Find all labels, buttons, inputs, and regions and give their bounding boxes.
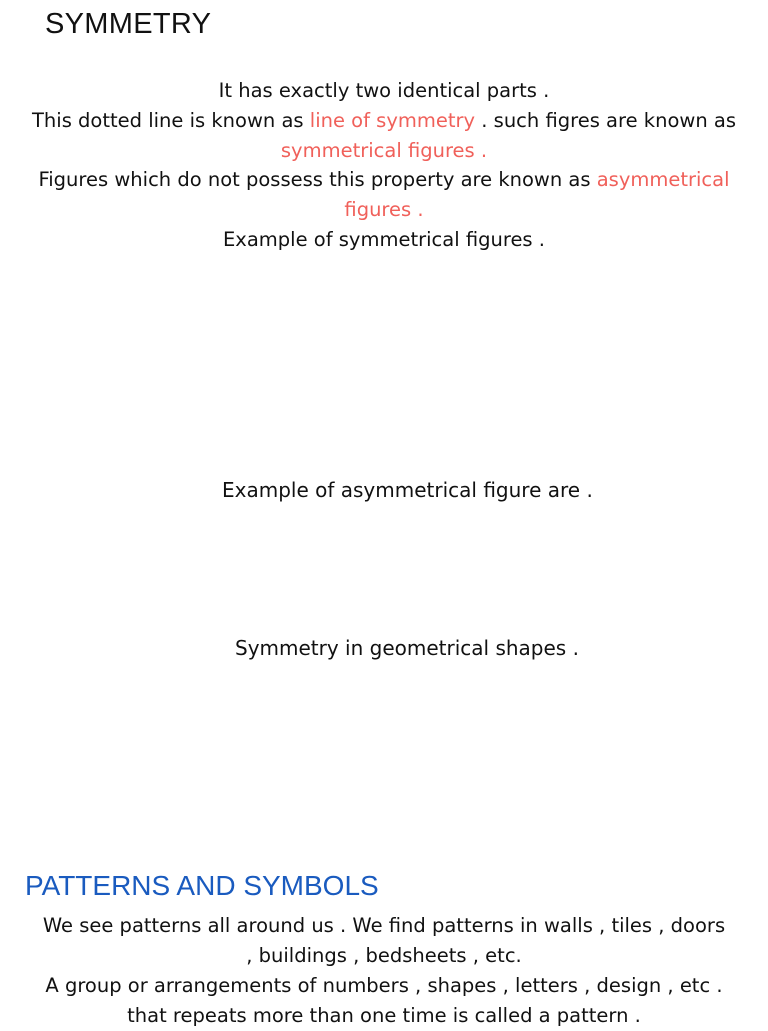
geometrical-shapes-label: Symmetry in geometrical shapes . [235,636,579,660]
patterns-line-definition: that repeats more than one time is called a pattern . [127,1004,641,1027]
intro-line-identical-parts: It has exactly two identical parts . [218,79,550,102]
term-asymmetrical-figures-end: figures . [344,198,424,221]
intro-line-dotted-line-post: . such figres are known as [475,109,736,132]
intro-line-dotted-line [0,106,768,136]
example-asymmetrical-label: Example of asymmetrical figure are . [222,478,593,502]
patterns-line-arrangements: A group or arrangements of numbers , shapes , letters , design , etc . [45,974,723,997]
example-symmetrical-label: Example of symmetrical figures . [222,228,545,251]
intro-line-asymmetrical-pre: Figures which do not possess this property are known as [38,168,597,191]
term-asymmetrical: asymmetrical [596,168,730,191]
term-line-of-symmetry: line of symmetry [309,109,476,132]
intro-line-dotted-line-pre: This dotted line is known as [32,109,310,132]
patterns-line-all-around: We see patterns all around us . We find patterns in walls , tiles , doors [42,914,726,937]
term-symmetrical-figures: symmetrical figures . [280,139,488,162]
patterns-line-buildings: , buildings , bedsheets , etc. [246,944,522,967]
page-title: SYMMETRY [45,8,212,40]
intro-line-asymmetrical [0,165,768,195]
patterns-section-title: PATTERNS AND SYMBOLS [25,870,379,901]
